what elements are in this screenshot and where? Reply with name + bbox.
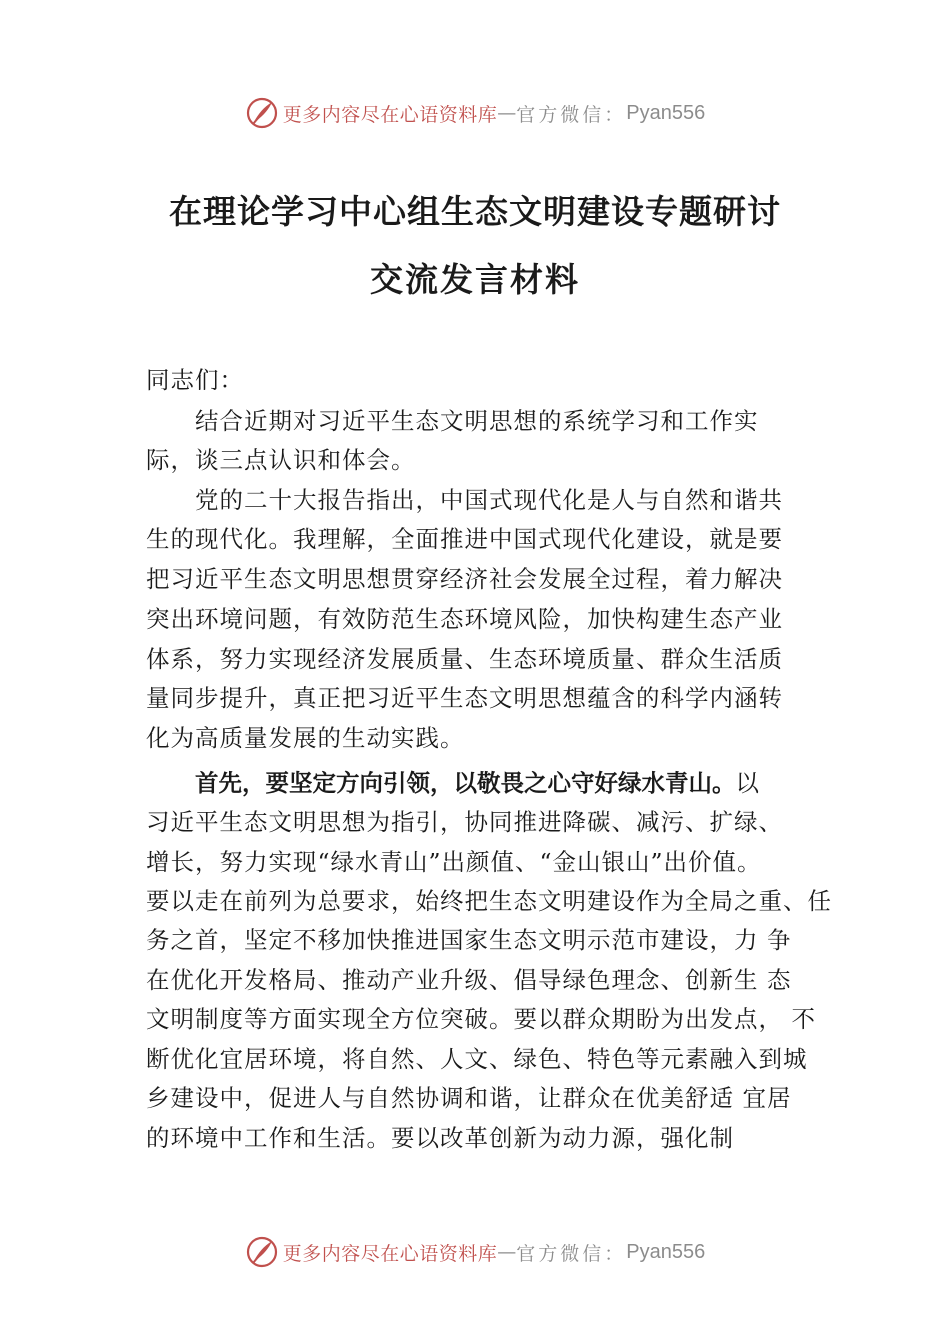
paragraph-line: 乡建设中，促进人与自然协调和谐，让群众在优美舒适 宜居	[146, 1084, 792, 1112]
banner-wechat-id: Pyan556	[626, 101, 706, 124]
banner-text: 更多内容尽在心语资料库	[282, 103, 498, 126]
section-heading-first: 首先，要坚定方向引领，以敬畏之心守好绿水青山。	[195, 769, 736, 797]
paragraph-line: 务之首，坚定不移加快推进国家生态文明示范市建设，力 争	[146, 926, 792, 954]
paragraph-line: 在优化开发格局、推动产业升级、倡导绿色理念、创新生 态	[146, 966, 792, 994]
banner-text: 更多内容尽在心语资料库	[282, 1242, 498, 1265]
banner-wechat-label: 官方微信：	[516, 103, 627, 126]
paragraph-line: 突出环境问题，有效防范生态环境风险，加快构建生态产业	[146, 605, 783, 633]
footer-banner	[0, 1232, 950, 1272]
paragraph-line: 断优化宜居环境，将自然、人文、绿色、特色等元素融入到城	[146, 1045, 808, 1073]
paragraph-line: 际，谈三点认识和体会。	[146, 446, 416, 474]
banner-wechat-id: Pyan556	[626, 1240, 706, 1263]
paragraph-line: 的环境中工作和生活。要以改革创新为动力源，强化制	[146, 1124, 734, 1152]
quill-logo-icon	[245, 1235, 279, 1269]
paragraph-line: 化为高质量发展的生动实践。	[146, 724, 465, 752]
paragraph-line: 生的现代化。我理解，全面推进中国式现代化建设，就是要	[146, 525, 783, 553]
banner-separator: —	[497, 102, 517, 124]
heading-line-rest: 以	[735, 769, 760, 797]
paragraph-line: 党的二十大报告指出，中国式现代化是人与自然和谐共	[195, 486, 783, 514]
banner-wechat-label: 官方微信：	[516, 1242, 627, 1265]
paragraph-line: 结合近期对习近平生态文明思想的系统学习和工作实	[195, 407, 759, 435]
header-banner	[0, 93, 950, 133]
document-title-line-2: 交流发言材料	[370, 260, 580, 299]
paragraph-line	[195, 764, 760, 798]
banner-separator: —	[497, 1241, 517, 1263]
paragraph-line: 把习近平生态文明思想贯穿经济社会发展全过程，着力解决	[146, 565, 783, 593]
paragraph-line: 体系，努力实现经济发展质量、生态环境质量、群众生活质	[146, 645, 783, 673]
paragraph-line: 要以走在前列为总要求，始终把生态文明建设作为全局之重、任	[146, 887, 832, 915]
paragraph-line: 增长，努力实现“绿水青山”出颜值、“金山银山”出价值。	[146, 848, 762, 876]
document-title-line-1: 在理论学习中心组生态文明建设专题研讨	[169, 192, 781, 231]
quill-logo-icon	[245, 96, 279, 130]
paragraph-line: 文明制度等方面实现全方位突破。要以群众期盼为出发点， 不	[146, 1005, 816, 1033]
salutation: 同志们：	[146, 366, 244, 394]
paragraph-line: 习近平生态文明思想为指引，协同推进降碳、减污、扩绿、	[146, 808, 783, 836]
paragraph-line: 量同步提升，真正把习近平生态文明思想蕴含的科学内涵转	[146, 684, 783, 712]
